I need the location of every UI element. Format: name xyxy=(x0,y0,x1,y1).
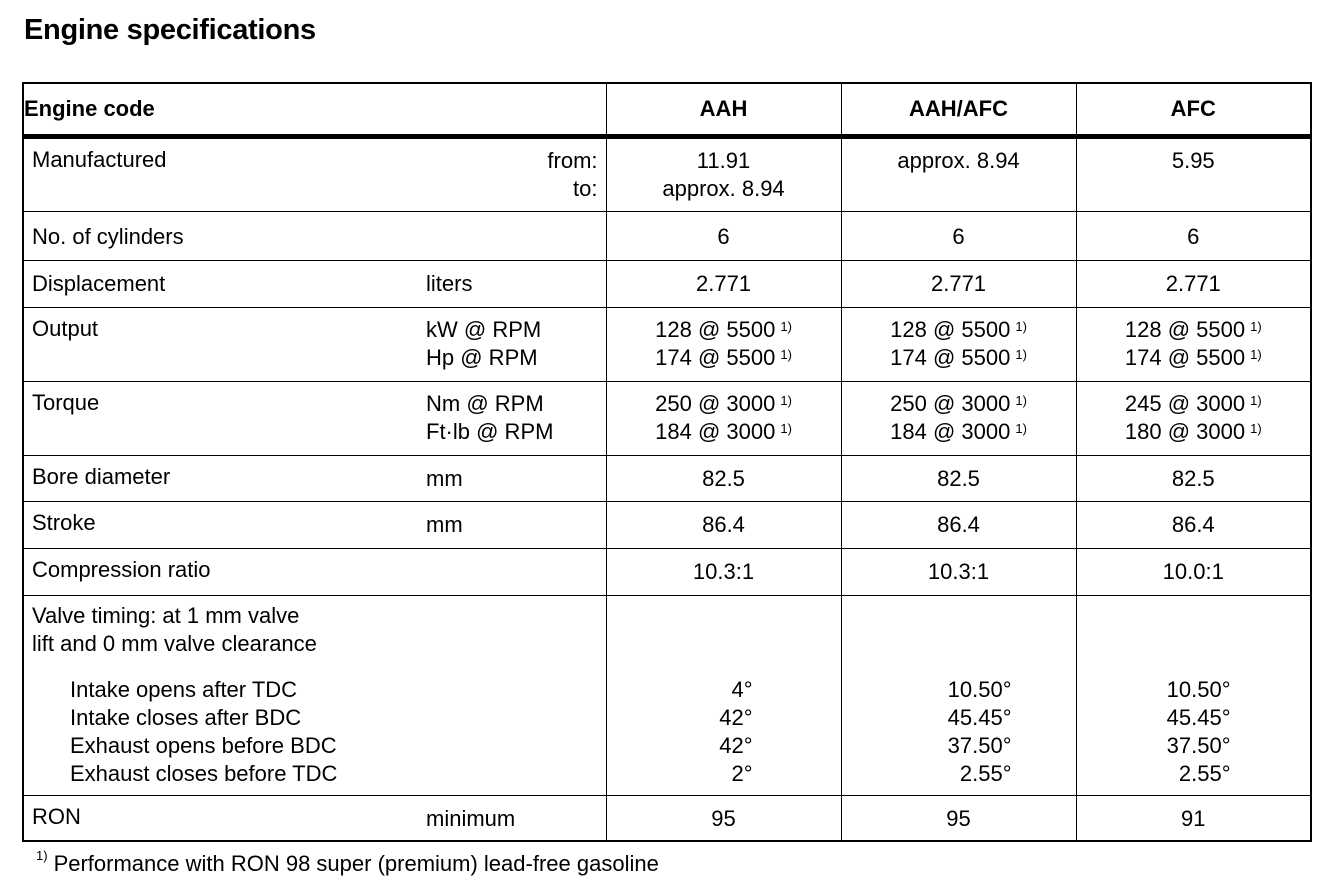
unit: kW @ RPM xyxy=(426,317,542,342)
value: 86.4 xyxy=(1171,512,1215,537)
value: 2.55° xyxy=(959,761,1012,786)
engine-spec-table xyxy=(22,82,1312,842)
value: 128 @ 5500 xyxy=(890,317,1011,342)
cell-aah-afc xyxy=(841,308,1076,382)
table-row xyxy=(23,308,1311,382)
cell-aah-afc xyxy=(841,382,1076,456)
to-label: to: xyxy=(573,176,598,201)
row-label-cell xyxy=(23,796,426,841)
table-row xyxy=(23,502,1311,549)
cell-aah xyxy=(606,261,841,308)
value: 128 @ 5500 xyxy=(1124,317,1246,342)
value: 5.95 xyxy=(1171,148,1215,173)
value: 10.3:1 xyxy=(927,559,990,584)
row-label-cell xyxy=(23,456,426,502)
footnote xyxy=(36,848,659,877)
cell-aah xyxy=(606,796,841,841)
value: 82.5 xyxy=(702,466,745,491)
value: 128 @ 5500 xyxy=(655,317,776,342)
valve-timing-item: Exhaust opens before BDC xyxy=(70,733,337,758)
value: 82.5 xyxy=(937,466,980,491)
footnote-ref: 1) xyxy=(780,421,792,436)
table-row xyxy=(23,796,1311,841)
value: 250 @ 3000 xyxy=(890,391,1011,416)
cell-afc xyxy=(1076,212,1311,261)
cell-aah-afc xyxy=(841,212,1076,261)
value: 245 @ 3000 xyxy=(1124,391,1246,416)
row-label-cell xyxy=(23,261,426,308)
footnote-ref: 1) xyxy=(1015,421,1027,436)
cell-aah-afc xyxy=(841,456,1076,502)
table-row xyxy=(23,456,1311,502)
valve-timing-label: Valve timing: at 1 mm valve xyxy=(32,603,300,628)
cell-aah xyxy=(606,137,841,212)
row-label: Stroke xyxy=(32,510,96,535)
cell-aah-afc xyxy=(841,796,1076,841)
table-row xyxy=(23,261,1311,308)
value: 91 xyxy=(1181,806,1206,831)
unit-cell xyxy=(426,308,606,382)
row-label-cell xyxy=(23,308,426,382)
footnote-ref: 1) xyxy=(1250,347,1262,362)
value: 4° xyxy=(731,677,753,702)
row-label-cell xyxy=(23,382,426,456)
row-label: Compression ratio xyxy=(32,557,211,582)
row-label: Bore diameter xyxy=(32,464,171,489)
value: 11.91 xyxy=(696,148,751,173)
cell-aah xyxy=(606,382,841,456)
col-header-afc: AFC xyxy=(1076,83,1311,137)
cell-afc xyxy=(1076,382,1311,456)
cell-aah-afc xyxy=(841,596,1076,796)
footnote-ref: 1) xyxy=(1015,347,1027,362)
cell-aah-afc xyxy=(841,261,1076,308)
value: 2.771 xyxy=(695,271,752,296)
valve-timing-label: lift and 0 mm valve clearance xyxy=(32,631,317,656)
value: 86.4 xyxy=(702,512,745,537)
cell-aah-afc xyxy=(841,549,1076,596)
table-row xyxy=(23,382,1311,456)
value: 45.45° xyxy=(947,705,1012,730)
cell-aah xyxy=(606,596,841,796)
cell-afc xyxy=(1076,796,1311,841)
value: 86.4 xyxy=(937,512,980,537)
table-row xyxy=(23,137,1311,212)
cell-afc xyxy=(1076,261,1311,308)
value: 2.55° xyxy=(1178,761,1231,786)
valve-timing-label-cell xyxy=(23,596,606,796)
row-label: Torque xyxy=(32,390,100,415)
value: approx. 8.94 xyxy=(897,148,1020,173)
value: 10.50° xyxy=(947,677,1012,702)
value: 174 @ 5500 xyxy=(890,345,1011,370)
value: 95 xyxy=(711,806,736,831)
footnote-text: Performance with RON 98 super (premium) lead-free gasoline xyxy=(53,851,659,876)
value: 180 @ 3000 xyxy=(1124,419,1246,444)
cell-afc xyxy=(1076,308,1311,382)
value: 174 @ 5500 xyxy=(1124,345,1246,370)
engine-code-header: Engine code xyxy=(23,83,606,137)
row-label: No. of cylinders xyxy=(32,224,184,249)
row-label-cell xyxy=(23,549,606,596)
from-label: from: xyxy=(547,148,598,173)
value: 2.771 xyxy=(1165,271,1221,296)
valve-timing-item: Intake opens after TDC xyxy=(70,677,298,702)
table-row xyxy=(23,549,1311,596)
value: 37.50° xyxy=(1166,733,1231,758)
value: 6 xyxy=(1187,224,1200,249)
unit-cell xyxy=(426,796,606,841)
value: 250 @ 3000 xyxy=(655,391,776,416)
row-label: Displacement xyxy=(32,271,166,296)
unit-cell xyxy=(426,502,606,549)
unit: Hp @ RPM xyxy=(426,345,538,370)
value: 37.50° xyxy=(947,733,1012,758)
header-row xyxy=(23,83,1311,137)
table-row xyxy=(23,212,1311,261)
col-header-aah-afc: AAH/AFC xyxy=(841,83,1076,137)
footnote-marker: 1) xyxy=(36,848,48,863)
cell-afc xyxy=(1076,596,1311,796)
valve-timing-item: Exhaust closes before TDC xyxy=(70,761,338,786)
row-label-cell xyxy=(23,502,426,549)
footnote-ref: 1) xyxy=(1015,393,1027,408)
footnote-ref: 1) xyxy=(1250,393,1262,408)
cell-afc xyxy=(1076,456,1311,502)
value: 6 xyxy=(717,224,730,249)
footnote-ref: 1) xyxy=(1250,319,1262,334)
cell-aah-afc xyxy=(841,137,1076,212)
cell-afc xyxy=(1076,502,1311,549)
value: 174 @ 5500 xyxy=(655,345,776,370)
unit-cell xyxy=(426,456,606,502)
row-label: Manufactured xyxy=(32,147,167,172)
cell-aah xyxy=(606,502,841,549)
valve-timing-item: Intake closes after BDC xyxy=(70,705,302,730)
col-header-aah: AAH xyxy=(606,83,841,137)
unit: Ft·lb @ RPM xyxy=(426,419,554,444)
unit: liters xyxy=(426,271,473,296)
unit: mm xyxy=(426,466,463,491)
cell-afc xyxy=(1076,549,1311,596)
cell-aah xyxy=(606,308,841,382)
value: 6 xyxy=(952,224,965,249)
cell-afc xyxy=(1076,137,1311,212)
cell-aah xyxy=(606,549,841,596)
unit: minimum xyxy=(426,806,516,831)
row-label: RON xyxy=(32,804,81,829)
value: 82.5 xyxy=(1171,466,1215,491)
footnote-ref: 1) xyxy=(780,319,792,334)
page-title: Engine specifications xyxy=(24,14,316,46)
manufactured-label-cell xyxy=(23,137,606,212)
value: 10.50° xyxy=(1166,677,1231,702)
value: 184 @ 3000 xyxy=(655,419,776,444)
cell-aah xyxy=(606,212,841,261)
value: 42° xyxy=(719,733,753,758)
value: 95 xyxy=(946,806,971,831)
unit-cell xyxy=(426,382,606,456)
value: 10.0:1 xyxy=(1162,559,1224,584)
value: 42° xyxy=(719,705,753,730)
footnote-ref: 1) xyxy=(1250,421,1262,436)
row-label: Output xyxy=(32,316,99,341)
footnote-ref: 1) xyxy=(780,393,792,408)
value: 2.771 xyxy=(930,271,987,296)
value: 45.45° xyxy=(1166,705,1231,730)
value: 2° xyxy=(731,761,753,786)
value: approx. 8.94 xyxy=(662,176,785,201)
unit-cell xyxy=(426,261,606,308)
valve-timing-row xyxy=(23,596,1311,796)
row-label-cell xyxy=(23,212,606,261)
unit: Nm @ RPM xyxy=(426,391,544,416)
unit: mm xyxy=(426,512,463,537)
footnote-ref: 1) xyxy=(1015,319,1027,334)
footnote-ref: 1) xyxy=(780,347,792,362)
cell-aah-afc xyxy=(841,502,1076,549)
value: 184 @ 3000 xyxy=(890,419,1011,444)
value: 10.3:1 xyxy=(692,559,755,584)
cell-aah xyxy=(606,456,841,502)
